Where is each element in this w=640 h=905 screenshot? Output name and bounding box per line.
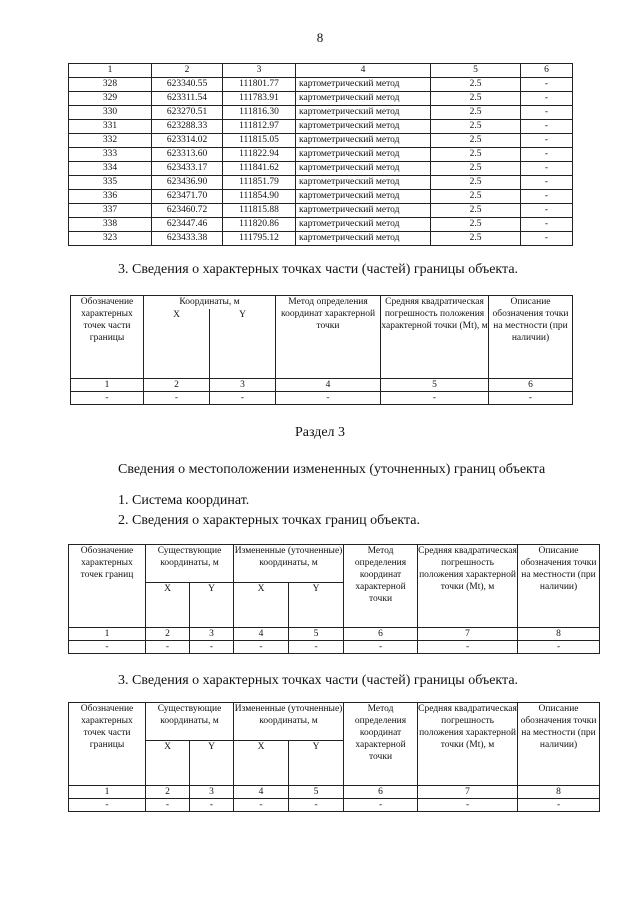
table-cell: - <box>521 78 573 92</box>
table-cell: 338 <box>69 218 152 232</box>
table-cell: картометрический метод <box>296 148 431 162</box>
column-number: 1 <box>69 64 152 78</box>
table-cell: - <box>146 799 190 812</box>
table-cell: 2.5 <box>431 204 521 218</box>
table-cell: 111841.62 <box>223 162 296 176</box>
column-number: 7 <box>418 786 518 799</box>
table-cell: 623471.70 <box>152 190 223 204</box>
col-x: X <box>234 583 289 628</box>
table-cell: - <box>144 392 210 405</box>
table-cell: 623270.51 <box>152 106 223 120</box>
col-x: X <box>146 741 190 786</box>
changed-boundaries-table <box>68 544 600 654</box>
table-cell: 330 <box>69 106 152 120</box>
table-cell: 336 <box>69 190 152 204</box>
column-number: 5 <box>289 628 344 641</box>
table-number-row <box>69 786 600 799</box>
column-number: 4 <box>276 379 381 392</box>
table-cell: - <box>190 799 234 812</box>
table-cell: - <box>190 641 234 654</box>
table-cell: - <box>344 641 418 654</box>
col-error: Средняя квадратическая погрешность положения характерной точки (Mt), м <box>381 296 489 379</box>
table-cell: картометрический метод <box>296 134 431 148</box>
table-cell: 2.5 <box>431 120 521 134</box>
table-row <box>69 204 573 218</box>
table-cell: - <box>521 232 573 246</box>
table-row <box>69 120 573 134</box>
table-cell: 623288.33 <box>152 120 223 134</box>
col-description: Описание обозначения точки на местности (при наличии) <box>489 296 573 379</box>
column-number: 4 <box>234 786 289 799</box>
table-cell: - <box>521 120 573 134</box>
column-number: 3 <box>210 379 276 392</box>
col-error: Средняя квадратическая погрешность положения характерной точки (Mt), м <box>418 703 518 786</box>
table-cell: - <box>518 799 600 812</box>
column-number: 6 <box>344 786 418 799</box>
table-row <box>69 134 573 148</box>
table-cell: 337 <box>69 204 152 218</box>
table-cell: 623313.60 <box>152 148 223 162</box>
table-cell: картометрический метод <box>296 232 431 246</box>
section-subtitle: Сведения о местоположении измененных (уточненных) границ объекта <box>118 462 546 477</box>
col-designation: Обозначение характерных точек части границы <box>71 296 144 379</box>
table-cell: - <box>146 641 190 654</box>
col-y: Y <box>210 309 276 379</box>
coordinates-table <box>68 63 573 246</box>
table-cell: 111854.90 <box>223 190 296 204</box>
table-cell: картометрический метод <box>296 204 431 218</box>
table-cell: 111801.77 <box>223 78 296 92</box>
section-title: Раздел 3 <box>294 425 346 440</box>
column-number: 8 <box>518 628 600 641</box>
table-cell: 323 <box>69 232 152 246</box>
table-cell: 623340.55 <box>152 78 223 92</box>
table-cell: картометрический метод <box>296 78 431 92</box>
table-cell: 111812.97 <box>223 120 296 134</box>
col-y: Y <box>289 741 344 786</box>
table-cell: - <box>521 106 573 120</box>
table-cell: - <box>518 641 600 654</box>
table-row <box>69 92 573 106</box>
table-cell: 111783.91 <box>223 92 296 106</box>
table-cell: - <box>418 799 518 812</box>
table-cell: - <box>234 799 289 812</box>
table-cell: 623447.46 <box>152 218 223 232</box>
table-header-row <box>69 64 573 78</box>
table-cell: 111851.79 <box>223 176 296 190</box>
col-x: X <box>234 741 289 786</box>
column-number: 1 <box>69 628 146 641</box>
col-method: Метод определения координат характерной точки <box>344 703 418 786</box>
column-number: 2 <box>144 379 210 392</box>
table-cell: - <box>276 392 381 405</box>
table-cell: - <box>210 392 276 405</box>
column-number: 4 <box>296 64 431 78</box>
table-row <box>69 641 600 654</box>
parts-points-table <box>70 295 573 405</box>
table-cell: 2.5 <box>431 106 521 120</box>
table-cell: - <box>344 799 418 812</box>
column-number: 6 <box>521 64 573 78</box>
column-number: 1 <box>71 379 144 392</box>
table-cell: 2.5 <box>431 162 521 176</box>
table-cell: 332 <box>69 134 152 148</box>
column-number: 1 <box>69 786 146 799</box>
col-error: Средняя квадратическая погрешность положения характерной точки (Mt), м <box>418 545 518 628</box>
table-cell: 329 <box>69 92 152 106</box>
table-cell: 331 <box>69 120 152 134</box>
coordinates-table-body <box>69 64 573 246</box>
col-designation: Обозначение характерных точек части границы <box>69 703 146 786</box>
table-cell: - <box>69 799 146 812</box>
table-cell: - <box>521 162 573 176</box>
table-cell: 2.5 <box>431 176 521 190</box>
table-row <box>69 78 573 92</box>
column-number: 8 <box>518 786 600 799</box>
col-y: Y <box>190 583 234 628</box>
table-cell: 623314.02 <box>152 134 223 148</box>
table-cell: картометрический метод <box>296 176 431 190</box>
table-number-row <box>69 628 600 641</box>
table-cell: - <box>418 641 518 654</box>
table-cell: 623311.54 <box>152 92 223 106</box>
table-cell: 111815.05 <box>223 134 296 148</box>
table-cell: 623460.72 <box>152 204 223 218</box>
heading-parts-points-2: 3. Сведения о характерных точках части (частей) границы объекта. <box>118 673 519 688</box>
table-cell: картометрический метод <box>296 162 431 176</box>
col-method: Метод определения координат характерной точки <box>344 545 418 628</box>
col-description: Описание обозначения точки на местности (при наличии) <box>518 545 600 628</box>
column-number: 6 <box>489 379 573 392</box>
table-number-row <box>71 379 573 392</box>
col-changed-coordinates: Измененные (уточненные) координаты, м <box>234 703 344 741</box>
col-existing-coordinates: Существующие координаты, м <box>146 545 234 583</box>
table-row <box>71 392 573 405</box>
table-cell: картометрический метод <box>296 106 431 120</box>
table-row <box>69 106 573 120</box>
heading-parts-points: 3. Сведения о характерных точках части (частей) границы объекта. <box>118 262 519 277</box>
table-cell: 2.5 <box>431 78 521 92</box>
table-cell: картометрический метод <box>296 190 431 204</box>
col-changed-coordinates: Измененные (уточненные) координаты, м <box>234 545 344 583</box>
page-number: 8 <box>316 30 324 45</box>
table-row <box>69 148 573 162</box>
table-row <box>69 218 573 232</box>
table-cell: 111815.88 <box>223 204 296 218</box>
col-description: Описание обозначения точки на местности (при наличии) <box>518 703 600 786</box>
table-row <box>69 799 600 812</box>
table-cell: 111816.30 <box>223 106 296 120</box>
table-cell: 623433.38 <box>152 232 223 246</box>
column-number: 5 <box>381 379 489 392</box>
table-cell: 111822.94 <box>223 148 296 162</box>
column-number: 2 <box>152 64 223 78</box>
col-y: Y <box>289 583 344 628</box>
table-cell: 111795.12 <box>223 232 296 246</box>
column-number: 6 <box>344 628 418 641</box>
column-number: 5 <box>289 786 344 799</box>
table-cell: картометрический метод <box>296 120 431 134</box>
column-number: 7 <box>418 628 518 641</box>
table-cell: - <box>521 176 573 190</box>
column-number: 3 <box>190 786 234 799</box>
table-cell: 2.5 <box>431 190 521 204</box>
table-cell: картометрический метод <box>296 92 431 106</box>
table-cell: картометрический метод <box>296 218 431 232</box>
table-cell: 328 <box>69 78 152 92</box>
table-row <box>69 190 573 204</box>
table-cell: - <box>381 392 489 405</box>
table-cell: - <box>489 392 573 405</box>
table-cell: 2.5 <box>431 218 521 232</box>
table-cell: 623436.90 <box>152 176 223 190</box>
table-cell: 623433.17 <box>152 162 223 176</box>
column-number: 2 <box>146 786 190 799</box>
col-designation: Обозначение характерных точек границ <box>69 545 146 628</box>
item-boundary-points: 2. Сведения о характерных точках границ объекта. <box>118 513 420 528</box>
table-cell: 333 <box>69 148 152 162</box>
table-row <box>69 176 573 190</box>
table-cell: - <box>69 641 146 654</box>
table-row <box>69 162 573 176</box>
table-cell: - <box>521 134 573 148</box>
table-cell: 2.5 <box>431 92 521 106</box>
table-cell: 111820.86 <box>223 218 296 232</box>
table-cell: - <box>521 92 573 106</box>
column-number: 4 <box>234 628 289 641</box>
table-cell: 335 <box>69 176 152 190</box>
table-cell: - <box>521 148 573 162</box>
col-x: X <box>144 309 210 379</box>
table-cell: - <box>289 641 344 654</box>
changed-parts-points-table <box>68 702 600 812</box>
table-cell: 2.5 <box>431 232 521 246</box>
column-number: 3 <box>190 628 234 641</box>
table-cell: - <box>521 204 573 218</box>
table-cell: - <box>521 218 573 232</box>
col-existing-coordinates: Существующие координаты, м <box>146 703 234 741</box>
table-cell: 2.5 <box>431 134 521 148</box>
column-number: 3 <box>223 64 296 78</box>
column-number: 5 <box>431 64 521 78</box>
table-cell: - <box>234 641 289 654</box>
col-coordinates: Координаты, м <box>144 296 276 310</box>
col-method: Метод определения координат характерной точки <box>276 296 381 379</box>
table-cell: - <box>521 190 573 204</box>
item-coordinate-system: 1. Система координат. <box>118 493 250 508</box>
table-cell: - <box>289 799 344 812</box>
table-cell: - <box>71 392 144 405</box>
table-row <box>69 232 573 246</box>
table-cell: 334 <box>69 162 152 176</box>
column-number: 2 <box>146 628 190 641</box>
table-cell: 2.5 <box>431 148 521 162</box>
col-y: Y <box>190 741 234 786</box>
col-x: X <box>146 583 190 628</box>
